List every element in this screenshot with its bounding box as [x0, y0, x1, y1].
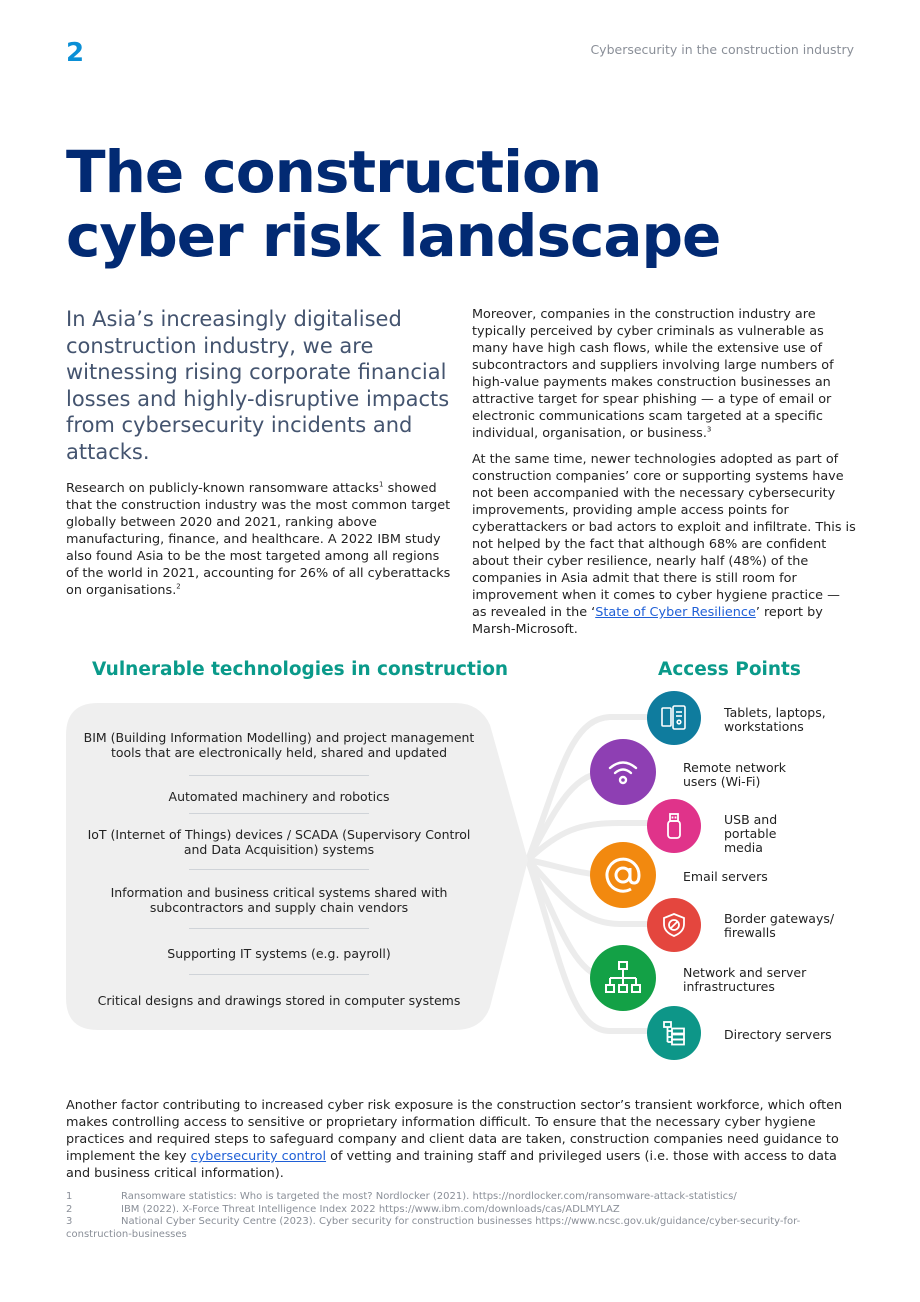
access-point-wifi [590, 739, 656, 805]
footnote [66, 1216, 856, 1241]
footnote-number: 3 [66, 1216, 73, 1227]
state-of-cyber-resilience-link[interactable]: State of Cyber Resilience [595, 605, 756, 620]
body-right-paragraph-1 [472, 306, 856, 442]
access-point-label: Network and server infrastructures [683, 965, 807, 994]
access-point-usb [647, 799, 701, 853]
page-title [66, 140, 866, 268]
body-right-paragraph-2 [472, 451, 856, 638]
footnote-text: Ransomware statistics: Who is targeted the most? Nordlocker (2021). https://nordlocker.com/ransomware-attack-statistics/ [121, 1191, 737, 1202]
vulnerable-item: BIM (Building Information Modelling) and project management tools that are electronically held, shared and updated [83, 730, 475, 760]
vulnerable-item: IoT (Internet of Things) devices / SCADA (Supervisory Control and Data Acquisition) systems [87, 827, 471, 857]
access-points-heading: Access Points [658, 659, 801, 680]
access-point-label: Directory servers [724, 1027, 832, 1042]
devices-icon [659, 703, 689, 733]
footnote-ref-3: 3 [706, 425, 712, 434]
shield-block-icon [660, 911, 688, 939]
footnote-text: IBM (2022). X-Force Threat Intelligence Index 2022 https://www.ibm.com/downloads/cas/ADLMYLAZ [121, 1203, 620, 1215]
divider [189, 869, 369, 870]
vulnerable-technologies-heading: Vulnerable technologies in construction [92, 659, 509, 680]
access-point-label: Email servers [683, 869, 768, 884]
access-point-label: Tablets, laptops, workstations [724, 705, 826, 734]
footnote-text: National Cyber Security Centre (2023). Cyber security for construction businesses https://www.ncsc.gov.uk/guidance/cyber-security-for-construction-businesses [66, 1216, 801, 1240]
access-point-devices [647, 691, 701, 745]
access-point-firewall [647, 898, 701, 952]
footnotes [66, 1191, 856, 1241]
divider [189, 813, 369, 814]
wifi-icon [605, 754, 641, 790]
bottom-text-a: Another factor contributing to increased cyber risk exposure is the construction sector’s transient workforce, which often makes controlling access to sensitive or proprietary information difficult. To ensure that the necessary cyber hygiene practices and required steps to safeguard company and client data are taken, construction companies need guidance to implement the key [66, 1098, 843, 1164]
footnote-number: 2 [66, 1203, 73, 1215]
access-point-label: Border gateways/ firewalls [724, 911, 835, 940]
footnote [66, 1191, 856, 1204]
access-point-directory [647, 1006, 701, 1060]
cybersecurity-control-link[interactable]: cybersecurity control [190, 1149, 327, 1164]
divider [189, 928, 369, 929]
body-right-column [472, 306, 856, 647]
access-point-email [590, 842, 656, 908]
access-point-label: Remote network users (Wi-Fi) [683, 760, 786, 789]
page-title-line-1: The construction [66, 138, 602, 206]
footnote [66, 1204, 856, 1217]
body-right-text-2a: At the same time, newer technologies adopted as part of construction companies’ core or supporting systems have not been accompanied with the necessary cybersecurity improvements, providing ample access points for cyberattackers or bad actors to exploit and infiltrate. This is not helped by the fact that although 68% are confident about their cyber resilience, nearly half (48%) of the companies in Asia admit that there is still room for improvement when it comes to cyber hygiene practice — as revealed in the ‘ [472, 452, 856, 620]
body-left-paragraph [66, 480, 452, 599]
vulnerable-item: Critical designs and drawings stored in computer systems [97, 993, 461, 1008]
body-left-text-a: Research on publicly-known ransomware attacks [66, 481, 380, 496]
running-header: Cybersecurity in the construction industry [590, 42, 854, 57]
body-right-text-2b: ’ report by Marsh-Microsoft. [472, 605, 823, 637]
access-point-label: USB and portable media [724, 812, 778, 855]
footnote-ref-1: 1 [379, 480, 384, 489]
footnote-number: 1 [66, 1191, 73, 1202]
at-sign-icon [601, 853, 645, 897]
body-left-text-b: showed that the construction industry was the most common target globally between 2020 and 2021, ranking above manufacturing, finance, and healthcare. A 2022 IBM study also found Asia to be the most targeted among all regions of the world in 2021, accounting for 26% of all cyberattacks on organisations. [66, 481, 451, 598]
divider [189, 775, 369, 776]
usb-icon [659, 811, 689, 841]
divider [189, 974, 369, 975]
vulnerable-item: Automated machinery and robotics [168, 789, 390, 804]
bottom-paragraph [66, 1097, 856, 1182]
bottom-text-b: of vetting and training staff and privileged users (i.e. those with access to data and business critical information). [66, 1149, 837, 1181]
network-icon [603, 958, 643, 998]
footnote-ref-2: 2 [176, 582, 181, 591]
body-right-text-1: Moreover, companies in the construction industry are typically perceived by cyber criminals as vulnerable as many have high cash flows, while the extensive use of subcontractors and suppliers involving large numbers of high-value payments makes construction businesses an attractive target for spear phishing — a type of email or electronic communications scam targeted at a specific individual, organisation, or business. [472, 307, 834, 441]
intro-lead: In Asia’s increasingly digitalised construction industry, we are witnessing rising corporate financial losses and highly-disruptive impacts from cybersecurity incidents and attacks. [66, 307, 450, 464]
page-number: 2 [66, 38, 85, 68]
directory-icon [660, 1019, 688, 1047]
vulnerable-item: Supporting IT systems (e.g. payroll) [167, 946, 391, 961]
page-title-line-2: cyber risk landscape [66, 202, 721, 270]
access-point-network [590, 945, 656, 1011]
vulnerable-item: Information and business critical systems shared with subcontractors and supply chain vendors [110, 885, 448, 915]
